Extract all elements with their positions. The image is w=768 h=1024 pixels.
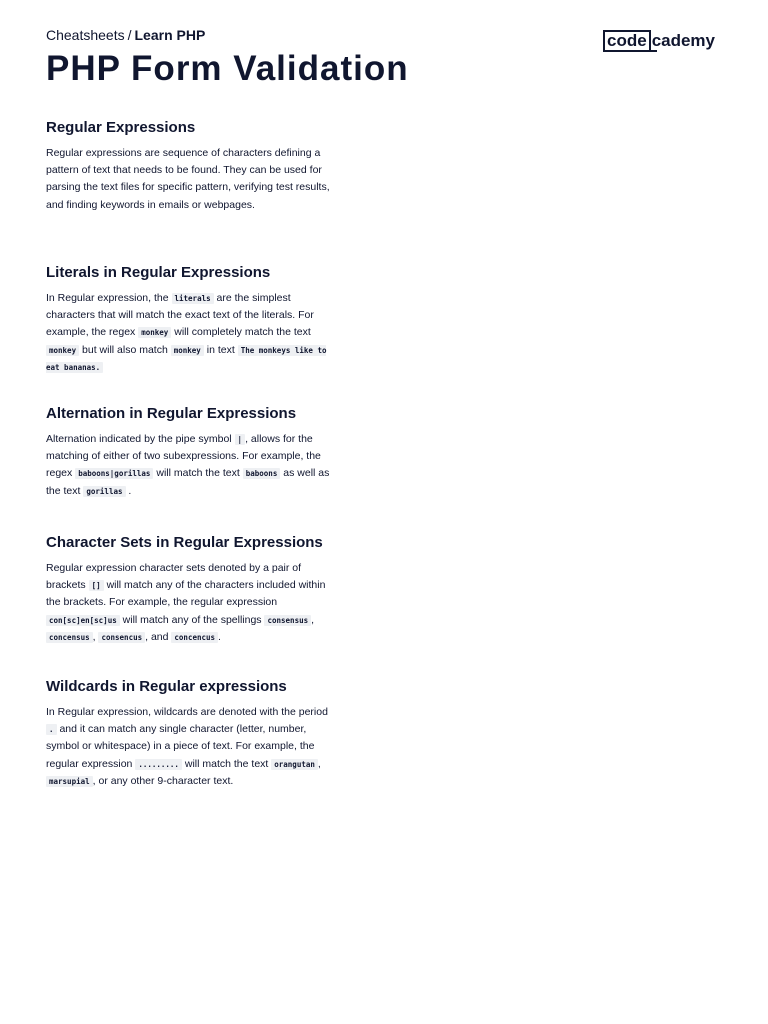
section-heading: Wildcards in Regular expressions [46, 678, 287, 695]
code-snippet: con[sc]en[sc]us [46, 615, 120, 626]
code-snippet: [] [89, 580, 104, 591]
code-snippet: monkey [46, 345, 79, 356]
code-snippet: consencus [98, 632, 145, 643]
code-snippet: | [235, 434, 246, 445]
code-snippet: baboons [243, 468, 281, 479]
code-snippet: gorillas [83, 486, 125, 497]
code-snippet: concencus [171, 632, 218, 643]
breadcrumb [46, 26, 205, 44]
section-body: In Regular expression, the literals are the simplest characters that will match the exact text of the literals. For example, the regex monkey will completely match the text monkey but will also match monkey in text The monkeys like to eat bananas. [46, 292, 327, 372]
code-snippet: ......... [135, 759, 182, 770]
code-snippet: monkey [138, 327, 171, 338]
section-body: Regular expressions are sequence of characters defining a pattern of text that needs to be found. They can be used for parsing the text files for specific pattern, verifying test results, and finding keywords in emails or webpages. [46, 147, 330, 211]
code-snippet: literals [172, 293, 214, 304]
section-character-sets [46, 533, 336, 646]
section-body: Regular expression character sets denoted by a pair of brackets [] will match any of the characters included within the brackets. For example, the regular expression con[sc]en[sc]us will match any of the spellings consensus , concensus , consencus , and concencus . [46, 562, 326, 643]
logo-boxed-text: code [603, 30, 651, 52]
section-heading: Regular Expressions [46, 119, 196, 136]
page-title: PHP Form Validation [46, 49, 409, 88]
code-snippet: baboons|gorillas [75, 468, 153, 479]
codecademy-logo[interactable] [603, 30, 715, 52]
code-snippet: The monkeys like to eat bananas. [46, 345, 327, 372]
section-heading: Alternation in Regular Expressions [46, 405, 297, 422]
section-heading: Literals in Regular Expressions [46, 264, 271, 281]
logo-rest-text: cademy [651, 31, 716, 50]
breadcrumb-root-link[interactable]: Cheatsheets [46, 27, 125, 43]
section-body: In Regular expression, wildcards are denoted with the period . and it can match any single character (letter, number, symbol or whitespace) in a piece of text. For example, the regular expression ......... will match the text orangutan , marsupial , or any other 9-character text. [46, 706, 328, 787]
code-snippet: concensus [46, 632, 93, 643]
code-snippet: orangutan [271, 759, 318, 770]
section-body: Alternation indicated by the pipe symbol | , allows for the matching of either of two subexpressions. For example, the regex baboons|gorillas will match the text baboons as well as the text gorillas . [46, 433, 330, 497]
section-heading: Character Sets in Regular Expressions [46, 534, 323, 551]
breadcrumb-separator: / [127, 27, 132, 43]
section-alternation [46, 404, 336, 500]
section-regular-expressions [46, 118, 336, 214]
code-snippet: . [46, 724, 57, 735]
section-literals [46, 263, 336, 376]
code-snippet: monkey [171, 345, 204, 356]
section-wildcards [46, 677, 336, 790]
code-snippet: marsupial [46, 776, 93, 787]
breadcrumb-current[interactable]: Learn PHP [134, 27, 206, 43]
code-snippet: consensus [264, 615, 311, 626]
